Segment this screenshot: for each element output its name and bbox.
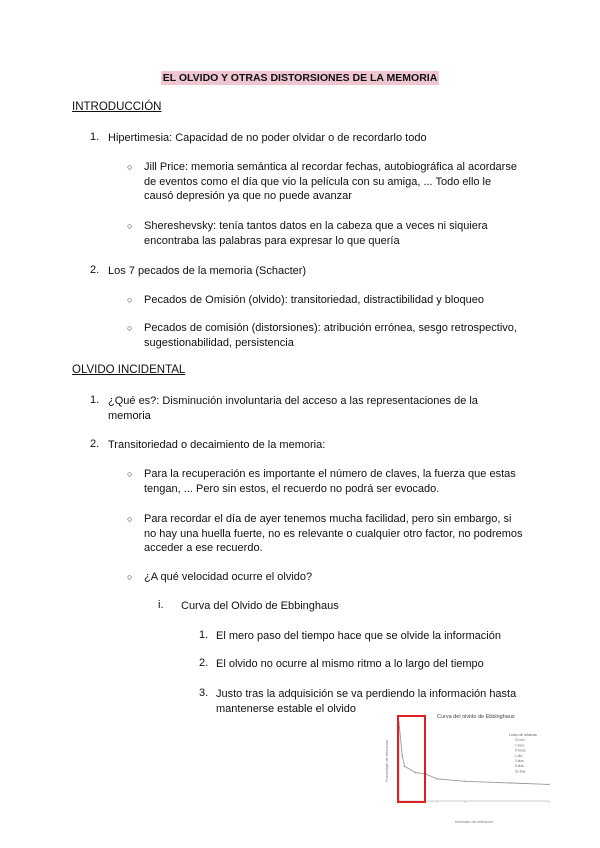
- data-point: [464, 780, 466, 782]
- y-axis-label: Porcentaje de retención: [384, 739, 389, 782]
- text-line: El olvido no ocurre al mismo ritmo a lo largo del tiempo: [216, 658, 484, 670]
- text-line: acceder a ese recuerdo.: [144, 542, 263, 554]
- text-line: Para la recuperación es importante el número de claves, la fuerza que estas: [144, 468, 516, 480]
- list-item: [144, 219, 488, 248]
- chart-background: [383, 706, 555, 828]
- text-line: tengan, ... Pero sin estos, el recuerdo no podrá ser evocado.: [144, 482, 440, 495]
- text-line: sugestionabilidad, persistencia: [144, 336, 294, 349]
- bullet-marker: ○: [127, 162, 133, 172]
- list-item: [144, 570, 312, 585]
- text-line: Justo tras la adquisición se va perdiendo la información hasta: [216, 688, 517, 700]
- page-title-text: EL OLVIDO Y OTRAS DISTORSIONES DE LA MEMORIA: [162, 72, 438, 84]
- list-marker: 1.: [90, 394, 100, 406]
- ebbinghaus-chart: [383, 706, 555, 828]
- legend-entry: 9 horas: [515, 748, 526, 753]
- list-item: [144, 467, 516, 496]
- data-point: [548, 784, 550, 786]
- text-line: de eventos como el día que vio la película con su amiga, ... Todo ello le: [144, 175, 492, 188]
- list-item: [108, 394, 478, 423]
- bullet-marker: ○: [127, 572, 133, 582]
- bullet-marker: ○: [127, 514, 133, 524]
- bullet-marker: ○: [127, 469, 133, 479]
- legend-entry: 2 días: [515, 759, 524, 763]
- list-marker: 2.: [199, 657, 209, 669]
- legend-entry: 31 días: [515, 769, 526, 774]
- list-marker: 2.: [90, 264, 100, 276]
- bullet-marker: ○: [127, 295, 133, 305]
- list-item: [144, 512, 523, 556]
- chart-title: Curva del olvido de Ebbinghaus: [437, 714, 515, 720]
- page-title: [0, 72, 600, 84]
- data-point: [404, 765, 406, 767]
- data-point: [415, 772, 417, 774]
- list-marker: 1.: [199, 629, 209, 641]
- text-line: ¿Qué es?: Disminución involuntaria del acceso a las representaciones de la: [108, 395, 478, 407]
- x-axis-label: Intervalo de retención: [455, 819, 494, 824]
- list-marker: 2.: [90, 438, 100, 450]
- text-line: memoria: [108, 409, 151, 422]
- list-item: [144, 293, 484, 308]
- legend-entry: Lista de sílabas: [509, 732, 537, 737]
- list-item: [144, 321, 517, 350]
- legend-entry: 1 día: [515, 753, 523, 758]
- text-line: Para recordar el día de ayer tenemos mucha facilidad, pero sin embargo, si: [144, 513, 512, 525]
- text-line: Shereshevsky: tenía tantos datos en la cabeza que a veces ni siquiera: [144, 220, 488, 232]
- list-item: Los 7 pecados de la memoria (Schacter): [108, 265, 307, 277]
- list-item: [144, 160, 517, 204]
- text-line: Pecados de comisión (distorsiones): atribución errónea, sesgo retrospectivo,: [144, 322, 517, 334]
- text-line: encontraba las palabras para expresar lo que quería: [144, 234, 400, 247]
- legend-entry: 6 días: [515, 764, 524, 769]
- bullet-marker: ○: [127, 323, 133, 333]
- list-marker: 1.: [90, 131, 100, 143]
- text-line: causó depresión ya que no puede avanzar: [144, 190, 352, 202]
- text-line: mantenerse estable el olvido: [216, 702, 357, 715]
- section-heading-introduccion: INTRODUCCIÓN: [72, 101, 162, 113]
- list-item: [216, 629, 501, 644]
- list-item: Hipertimesia: Capacidad de no poder olvidar o de recordarlo todo: [108, 132, 427, 144]
- bullet-marker: ○: [127, 221, 133, 231]
- text-line: ¿A qué velocidad ocurre el olvido?: [144, 571, 313, 583]
- data-point: [436, 778, 438, 780]
- list-item: [216, 657, 484, 672]
- legend-entry: 20 min: [515, 738, 525, 743]
- list-marker: 3.: [199, 687, 209, 699]
- text-line: El mero paso del tiempo hace que se olvide la información: [216, 630, 501, 642]
- data-point: [401, 754, 403, 756]
- text-line: Jill Price: memoria semántica al recordar fechas, autobiográfica al acordarse: [144, 161, 517, 173]
- legend-entry: 1 hora: [515, 743, 525, 748]
- list-marker: i.: [158, 599, 164, 611]
- text-line: Pecados de Omisión (olvido): transitoriedad, distractibilidad y bloqueo: [144, 294, 484, 306]
- list-item: Transitoriedad o decaimiento de la memoria:: [108, 439, 326, 451]
- section-heading-olvido-incidental: OLVIDO INCIDENTAL: [72, 364, 186, 376]
- text-line: no hay una huella fuerte, no es relevante o cualquier otro factor, no podremos: [144, 527, 523, 540]
- list-item: Curva del Olvido de Ebbinghaus: [181, 600, 339, 612]
